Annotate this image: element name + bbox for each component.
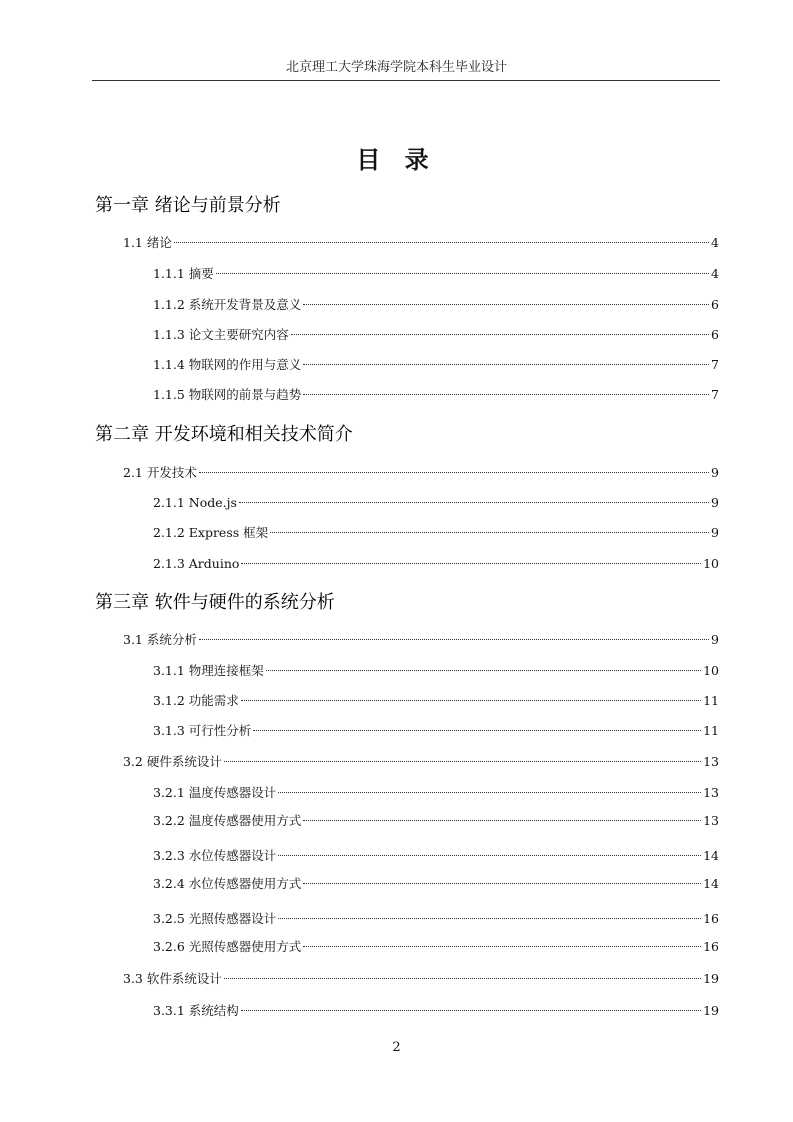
dot-leader [174, 242, 709, 243]
toc-entry-page: 14 [703, 876, 719, 891]
toc-entry-label: 3.1 系统分析 [123, 632, 197, 647]
toc-entry-page: 7 [711, 357, 719, 372]
dot-leader [241, 1010, 701, 1011]
header-rule [92, 80, 720, 81]
toc-entry-page: 13 [703, 813, 719, 828]
toc-entry-3-1-1[interactable] [153, 662, 719, 680]
toc-entry-3-2-3[interactable] [153, 847, 719, 865]
toc-entry-label: 3.2.4 水位传感器使用方式 [153, 876, 302, 891]
dot-leader [291, 334, 709, 335]
toc-entry-page: 10 [703, 663, 719, 678]
toc-entry-label: 1.1.3 论文主要研究内容 [153, 327, 289, 342]
toc-entry-2-1-3[interactable] [153, 555, 719, 573]
toc-entry-page: 6 [711, 327, 719, 342]
toc-entry-page: 6 [711, 297, 719, 312]
toc-entry-label: 3.2.1 温度传感器设计 [153, 785, 277, 800]
toc-entry-label: 3.1.2 功能需求 [153, 693, 239, 708]
toc-entry-label: 2.1.2 Express 框架 [153, 525, 269, 540]
toc-entry-label: 2.1 开发技术 [123, 465, 197, 480]
toc-entry-2-1[interactable] [123, 464, 719, 482]
toc-entry-label: 3.1.3 可行性分析 [153, 723, 252, 738]
toc-entry-page: 4 [711, 235, 719, 250]
toc-entry-page: 9 [711, 525, 719, 540]
dot-leader [303, 883, 701, 884]
toc-entry-3-3-1[interactable] [153, 1002, 719, 1020]
dot-leader [199, 639, 709, 640]
toc-entry-page: 19 [703, 1003, 719, 1018]
dot-leader [241, 700, 701, 701]
toc-entry-3-2[interactable] [123, 753, 719, 771]
toc-entry-label: 1.1.2 系统开发背景及意义 [153, 297, 302, 312]
toc-entry-label: 3.2.6 光照传感器使用方式 [153, 939, 302, 954]
toc-entry-3-2-4[interactable] [153, 875, 719, 893]
toc-entry-3-3[interactable] [123, 970, 719, 988]
dot-leader [278, 855, 701, 856]
toc-entry-1-1-3[interactable] [153, 326, 719, 344]
toc-entry-page: 9 [711, 632, 719, 647]
toc-entry-label: 1.1.5 物联网的前景与趋势 [153, 387, 302, 402]
toc-entry-page: 11 [703, 693, 719, 708]
toc-entry-page: 13 [703, 785, 719, 800]
dot-leader [303, 364, 709, 365]
toc-entry-3-2-2[interactable] [153, 812, 719, 830]
page-number: 2 [392, 1040, 401, 1055]
toc-entry-page: 4 [711, 266, 719, 281]
toc-entry-page: 11 [703, 723, 719, 738]
toc-entry-label: 3.1.1 物理连接框架 [153, 663, 264, 678]
toc-entry-label: 1.1.1 摘要 [153, 266, 214, 281]
toc-entry-page: 16 [703, 939, 719, 954]
dot-leader [239, 502, 709, 503]
dot-leader [303, 304, 709, 305]
dot-leader [224, 978, 701, 979]
dot-leader [278, 918, 701, 919]
toc-entry-1-1-1[interactable] [153, 265, 719, 283]
dot-leader [253, 730, 701, 731]
toc-entry-1-1-2[interactable] [153, 296, 719, 314]
toc-entry-1-1[interactable] [123, 234, 719, 252]
chapter-heading-2: 第二章 开发环境和相关技术简介 [95, 424, 353, 445]
toc-entry-page: 19 [703, 971, 719, 986]
toc-entry-label: 2.1.1 Node.js [153, 495, 237, 510]
toc-entry-1-1-5[interactable] [153, 386, 719, 404]
chapter-heading-1: 第一章 绪论与前景分析 [95, 195, 281, 216]
dot-leader [303, 394, 709, 395]
chapter-heading-3: 第三章 软件与硬件的系统分析 [95, 592, 335, 613]
toc-entry-3-1-3[interactable] [153, 722, 719, 740]
toc-entry-page: 16 [703, 911, 719, 926]
toc-entry-page: 9 [711, 495, 719, 510]
toc-entry-label: 1.1 绪论 [123, 235, 172, 250]
toc-entry-page: 13 [703, 754, 719, 769]
dot-leader [199, 472, 709, 473]
toc-entry-3-1[interactable] [123, 631, 719, 649]
toc-entry-3-2-6[interactable] [153, 938, 719, 956]
dot-leader [216, 273, 709, 274]
toc-entry-page: 14 [703, 848, 719, 863]
toc-entry-label: 3.3 软件系统设计 [123, 971, 222, 986]
toc-entry-page: 10 [703, 556, 719, 571]
toc-entry-3-2-5[interactable] [153, 910, 719, 928]
running-header: 北京理工大学珠海学院本科生毕业设计 [285, 60, 507, 75]
toc-entry-label: 3.2.3 水位传感器设计 [153, 848, 277, 863]
toc-entry-label: 3.2.2 温度传感器使用方式 [153, 813, 302, 828]
toc-entry-label: 2.1.3 Arduino [153, 556, 240, 571]
toc-entry-2-1-1[interactable] [153, 494, 719, 512]
toc-entry-label: 3.3.1 系统结构 [153, 1003, 239, 1018]
dot-leader [241, 563, 701, 564]
dot-leader [266, 670, 701, 671]
toc-entry-2-1-2[interactable] [153, 524, 719, 542]
dot-leader [224, 761, 701, 762]
dot-leader [303, 946, 701, 947]
toc-entry-label: 3.2 硬件系统设计 [123, 754, 222, 769]
toc-entry-label: 3.2.5 光照传感器设计 [153, 911, 277, 926]
toc-entry-label: 1.1.4 物联网的作用与意义 [153, 357, 302, 372]
toc-entry-page: 9 [711, 465, 719, 480]
toc-title: 目 录 [356, 146, 437, 174]
toc-entry-1-1-4[interactable] [153, 356, 719, 374]
toc-entry-page: 7 [711, 387, 719, 402]
toc-entry-3-1-2[interactable] [153, 692, 719, 710]
toc-entry-3-2-1[interactable] [153, 784, 719, 802]
dot-leader [303, 820, 701, 821]
dot-leader [278, 792, 701, 793]
dot-leader [270, 532, 709, 533]
